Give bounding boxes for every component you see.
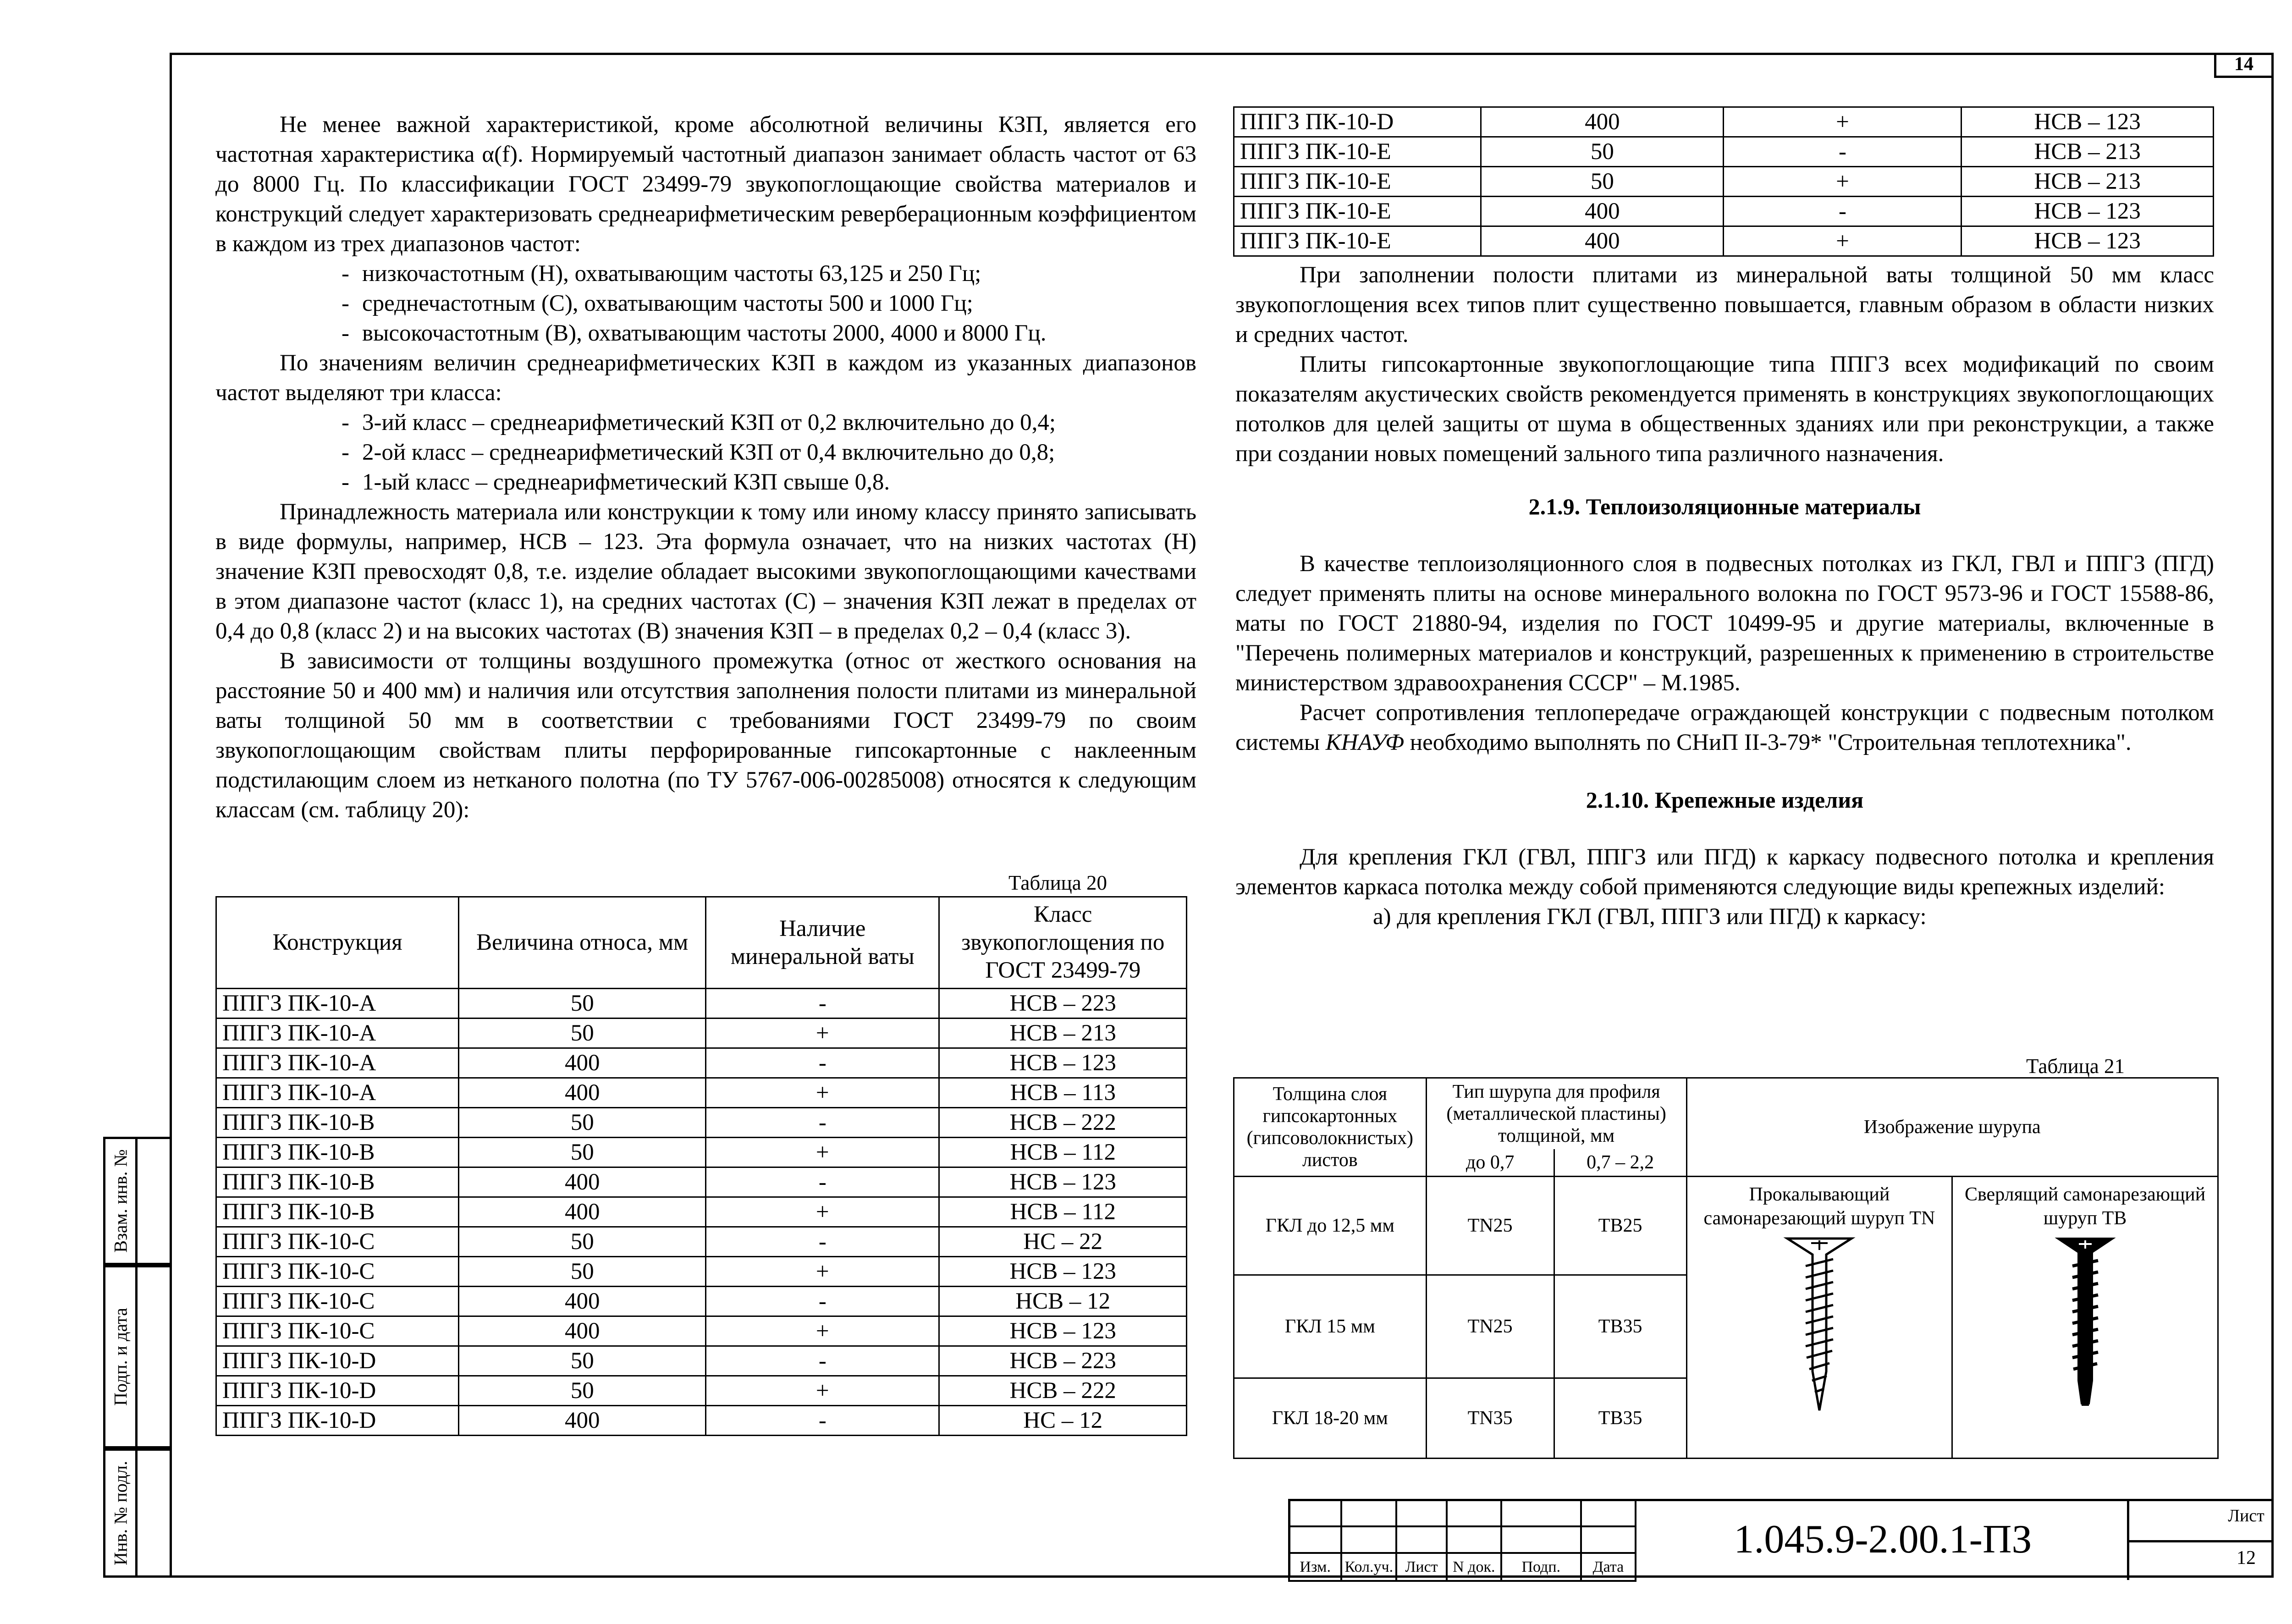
stamp-izm: Изм. <box>1289 1553 1341 1581</box>
table-cell: НСВ – 123 <box>1961 197 2214 226</box>
table21-cell: TB25 <box>1554 1177 1686 1275</box>
table-cell: НСВ – 113 <box>939 1078 1187 1108</box>
table-row <box>216 1346 1187 1376</box>
side-label-vzam: Взам. инв. № <box>110 1149 131 1253</box>
table-row <box>216 1287 1187 1316</box>
table-row <box>216 1108 1187 1138</box>
table-cell: ППГЗ ПК-10-D <box>216 1406 459 1436</box>
revision-stamp <box>1288 1499 1636 1582</box>
table-row <box>216 1078 1187 1108</box>
table-cell: 50 <box>459 1108 706 1138</box>
section-heading-2-1-10: 2.1.10. Крепежные изделия <box>1586 787 1864 813</box>
table-cell: - <box>706 989 939 1018</box>
table-cell: ППГЗ ПК-10-В <box>216 1197 459 1227</box>
sheet-number: 12 <box>2237 1547 2256 1569</box>
table-cell: ППГЗ ПК-10-А <box>216 1078 459 1108</box>
table-row <box>1234 197 2214 226</box>
table-cell: 50 <box>459 1018 706 1048</box>
sheet-label: Лист <box>2228 1506 2264 1525</box>
list-item: - 1-ый класс – среднеарифметический КЗП свыше 0,8. <box>215 468 1196 497</box>
right-paragraph-4 <box>1235 698 2214 758</box>
right-paragraph-1: При заполнении полости плитами из минеральной ваты толщиной 50 мм класс звукопоглощения всех типов плит существенно повышается, главным образом в области низких и средних частот. <box>1235 262 2214 347</box>
table-cell: НСВ – 213 <box>1961 137 2214 167</box>
table-cell: + <box>706 1197 939 1227</box>
table21-cell: TN25 <box>1426 1275 1554 1378</box>
table-cell: НСВ – 123 <box>939 1167 1187 1197</box>
table-cell: 50 <box>459 1376 706 1406</box>
table-cell: - <box>706 1406 939 1436</box>
table-row <box>216 1257 1187 1287</box>
table-cell: ППГЗ ПК-10-В <box>216 1138 459 1167</box>
screw-tb-cell <box>1952 1177 2218 1459</box>
table-cell: - <box>706 1108 939 1138</box>
table-cell: НСВ – 213 <box>1961 167 2214 197</box>
table21-cell: TB35 <box>1554 1275 1686 1378</box>
table-cell: НС – 12 <box>939 1406 1187 1436</box>
table-cell: 400 <box>459 1167 706 1197</box>
table-cell: - <box>706 1227 939 1257</box>
side-stamp-vzam <box>103 1137 170 1265</box>
stamp-list: Лист <box>1396 1553 1447 1581</box>
table-cell: + <box>706 1316 939 1346</box>
stamp-podp: Подп. <box>1501 1553 1581 1581</box>
screw-tn-cell <box>1686 1177 1952 1459</box>
class-list <box>215 408 1196 497</box>
table-cell: НСВ – 123 <box>939 1257 1187 1287</box>
screw-tn-label: Прокалывающий самонарезающий шуруп TN <box>1703 1184 1935 1229</box>
table21-header-image: Изображение шурупа <box>1686 1078 2218 1177</box>
table20-caption: Таблица 20 <box>1008 871 1107 894</box>
table20-body <box>216 989 1187 1436</box>
table-row <box>216 1227 1187 1257</box>
table-cell: ППГЗ ПК-10-D <box>1234 107 1481 137</box>
knauf-name: КНАУФ <box>1325 730 1405 755</box>
table-cell: ППГЗ ПК-10-D <box>216 1376 459 1406</box>
p4-part-a: Расчет сопротивления теплопередаче ограждающей конструкции с подвесным потолком системы <box>1235 700 2214 755</box>
table-cell: НСВ – 123 <box>939 1048 1187 1078</box>
list-item: - среднечастотным (С), охватывающим частоты 500 и 1000 Гц; <box>215 289 1196 319</box>
left-column <box>215 110 1196 825</box>
table-row <box>216 1197 1187 1227</box>
right-column <box>1235 260 2214 932</box>
table20-continued-body <box>1234 107 2214 256</box>
table-cell: + <box>706 1078 939 1108</box>
table21-sub-header: до 0,7 <box>1426 1149 1554 1177</box>
table-row <box>1234 107 2214 137</box>
right-paragraph-6: а) для крепления ГКЛ (ГВЛ, ППГЗ или ПГД) к каркасу: <box>1373 904 1927 930</box>
table-cell: ППГЗ ПК-10-С <box>216 1316 459 1346</box>
table-cell: НСВ – 12 <box>939 1287 1187 1316</box>
table-cell: ППГЗ ПК-10-А <box>216 989 459 1018</box>
table-cell: НСВ – 223 <box>939 989 1187 1018</box>
table-cell: 50 <box>1481 137 1724 167</box>
top-page-number: 14 <box>2214 53 2274 78</box>
table-cell: НСВ – 123 <box>1961 226 2214 256</box>
table-cell: - <box>706 1048 939 1078</box>
table-cell: + <box>1724 226 1961 256</box>
table-cell: 400 <box>459 1197 706 1227</box>
table-row <box>216 1316 1187 1346</box>
table-cell: ППГЗ ПК-10-А <box>216 1048 459 1078</box>
table-cell: + <box>706 1138 939 1167</box>
table-cell: - <box>706 1167 939 1197</box>
list-item: - низкочастотным (Н), охватывающим частоты 63,125 и 250 Гц; <box>215 259 1196 289</box>
table-cell: - <box>706 1287 939 1316</box>
table-cell: ППГЗ ПК-10-В <box>216 1167 459 1197</box>
table-row <box>1234 226 2214 256</box>
table-cell: ППГЗ ПК-10-С <box>216 1257 459 1287</box>
table21-caption: Таблица 21 <box>2026 1055 2125 1078</box>
table20 <box>215 896 1187 1436</box>
stamp-ndok: N док. <box>1447 1553 1501 1581</box>
left-paragraph-1: Не менее важной характеристикой, кроме абсолютной величины КЗП, является его частотная характеристика α(f). Нормируемый частотный диапазон занимает область частот от 63 до 8000 Гц. По классификации ГОСТ 23499-79 звукопоглощающие свойства материалов и конструкций следует характеризовать среднеарифметическим реверберационным коэффициентом в каждом из трех диапазонов частот: <box>215 112 1196 257</box>
table-cell: ППГЗ ПК-10-С <box>216 1287 459 1316</box>
section-heading-2-1-9: 2.1.9. Теплоизоляционные материалы <box>1528 494 1921 519</box>
table-cell: - <box>1724 137 1961 167</box>
table-cell: - <box>1724 197 1961 226</box>
table21 <box>1233 1077 2219 1459</box>
table-cell: НСВ – 222 <box>939 1108 1187 1138</box>
table-cell: 50 <box>459 1138 706 1167</box>
table20-header: Наличие минеральной ваты <box>706 897 939 989</box>
table-row <box>216 989 1187 1018</box>
table-cell: ППГЗ ПК-10-С <box>216 1227 459 1257</box>
table-row <box>1234 137 2214 167</box>
table21-cell: TN25 <box>1426 1177 1554 1275</box>
table-cell: + <box>1724 167 1961 197</box>
left-paragraph-4: В зависимости от толщины воздушного промежутка (относ от жесткого основания на расстояние 50 и 400 мм) и наличия или отсутствия заполнения полости плитами из минеральной ваты толщиной 50 мм в соответствии с требованиями ГОСТ 23499-79 по своим звукопоглощающим свойствам плиты перфорированные гипсокартонные с наклеенным подстилающим слоем из нетканого полотна (по ТУ 5767-006-00285008) относятся к следующим классам (см. таблицу 20): <box>215 648 1196 823</box>
table-cell: + <box>1724 107 1961 137</box>
table-row <box>216 1018 1187 1048</box>
table-cell: НСВ – 213 <box>939 1018 1187 1048</box>
table-cell: + <box>706 1376 939 1406</box>
table-cell: - <box>706 1346 939 1376</box>
document-code: 1.045.9-2.00.1-ПЗ <box>1734 1517 2032 1562</box>
table-cell: + <box>706 1257 939 1287</box>
table-row <box>216 1406 1187 1436</box>
right-paragraph-2: Плиты гипсокартонные звукопоглощающие типа ППГЗ всех модификаций по своим показателям акустических свойств рекомендуется применять в конструкциях звукопоглощающих потолков для целей защиты от шума в общественных зданиях или при реконструкции, а также при создании новых помещений зального типа различного назначения. <box>1235 352 2214 467</box>
table-cell: ППГЗ ПК-10-Е <box>1234 226 1481 256</box>
table-cell: 400 <box>459 1406 706 1436</box>
table-row <box>216 1048 1187 1078</box>
table-cell: НСВ – 112 <box>939 1138 1187 1167</box>
table-cell: + <box>706 1018 939 1048</box>
table21-sub-header: 0,7 – 2,2 <box>1554 1149 1686 1177</box>
frequency-range-list <box>215 259 1196 348</box>
table-cell: НС – 22 <box>939 1227 1187 1257</box>
table-cell: НСВ – 123 <box>939 1316 1187 1346</box>
screw-tn-icon <box>1783 1234 1856 1413</box>
list-item: - 3-ий класс – среднеарифметический КЗП от 0,2 включительно до 0,4; <box>215 408 1196 438</box>
table-cell: 50 <box>459 1346 706 1376</box>
table-cell: 400 <box>1481 197 1724 226</box>
table-cell: НСВ – 223 <box>939 1346 1187 1376</box>
table21-header-type: Тип шурупа для профиля (металлической пластины) толщиной, мм <box>1426 1078 1686 1149</box>
left-paragraph-2: По значениям величин среднеарифметических КЗП в каждом из указанных диапазонов частот выделяют три класса: <box>215 350 1196 406</box>
table21-cell: ГКЛ 18-20 мм <box>1234 1378 1427 1459</box>
table-cell: НСВ – 112 <box>939 1197 1187 1227</box>
right-paragraph-3: В качестве теплоизоляционного слоя в подвесных потолках из ГКЛ, ГВЛ и ППГЗ (ПГД) следует применять плиты на основе минерального волокна по ГОСТ 9573-96 и ГОСТ 15588-86, маты по ГОСТ 21880-94, изделия по ГОСТ 10499-95 и другие материалы, включенные в "Перечень полимерных материалов и конструкций, разрешенных к применению в строительстве министерством здравоохранения СССР" – М.1985. <box>1235 551 2214 696</box>
side-stamp-podp <box>103 1265 170 1448</box>
table-cell: ППГЗ ПК-10-D <box>216 1346 459 1376</box>
table-cell: 400 <box>459 1316 706 1346</box>
table-cell: НСВ – 222 <box>939 1376 1187 1406</box>
table-row <box>216 1376 1187 1406</box>
left-paragraph-3: Принадлежность материала или конструкции к тому или иному классу принято записывать в виде формулы, например, НСВ – 123. Эта формула означает, что на низких частотах (Н) значение КЗП превосходят 0,8, т.е. изделие обладает высокими звукопоглощающими качествами в этом диапазоне частот (класс 1), на средних частотах (С) – значения КЗП лежат в пределах от 0,4 до 0,8 (класс 2) и на высоких частотах (В) значения КЗП – в пределах 0,2 – 0,4 (класс 3). <box>215 499 1196 644</box>
screw-tb-label: Сверлящий самонарезающий шуруп TB <box>1964 1184 2206 1229</box>
table21-header-thickness: Толщина слоя гипсокартонных (гипсоволокнистых) листов <box>1234 1078 1427 1177</box>
table-row <box>216 1138 1187 1167</box>
table-cell: 400 <box>459 1048 706 1078</box>
screw-tb-icon <box>2049 1234 2122 1413</box>
table-cell: ППГЗ ПК-10-Е <box>1234 137 1481 167</box>
table-cell: ППГЗ ПК-10-Е <box>1234 197 1481 226</box>
stamp-kolvo: Кол.уч. <box>1341 1553 1396 1581</box>
table-cell: 400 <box>459 1078 706 1108</box>
table-cell: 50 <box>459 1227 706 1257</box>
table21-cell: ГКЛ до 12,5 мм <box>1234 1177 1427 1275</box>
table-cell: 50 <box>1481 167 1724 197</box>
table20-header: Класс звукопоглощения по ГОСТ 23499-79 <box>939 897 1187 989</box>
table-cell: 400 <box>459 1287 706 1316</box>
table-cell: 400 <box>1481 226 1724 256</box>
stamp-data: Дата <box>1581 1553 1636 1581</box>
side-stamp-inv <box>103 1448 170 1578</box>
table21-cell: TB35 <box>1554 1378 1686 1459</box>
table21-cell: TN35 <box>1426 1378 1554 1459</box>
side-label-podp: Подп. и дата <box>110 1308 131 1406</box>
table-cell: 50 <box>459 989 706 1018</box>
table20-continued <box>1233 106 2214 257</box>
side-label-inv: Инв. № подл. <box>110 1461 131 1565</box>
table-row <box>1234 167 2214 197</box>
right-paragraph-5: Для крепления ГКЛ (ГВЛ, ППГЗ или ПГД) к каркасу подвесного потолка и крепления элементов каркаса потолка между собой применяются следующие виды крепежных изделий: <box>1235 844 2214 900</box>
table-cell: ППГЗ ПК-10-В <box>216 1108 459 1138</box>
list-item: - 2-ой класс – среднеарифметический КЗП от 0,4 включительно до 0,8; <box>215 438 1196 468</box>
table-cell: НСВ – 123 <box>1961 107 2214 137</box>
table20-header: Величина относа, мм <box>459 897 706 989</box>
table-cell: ППГЗ ПК-10-А <box>216 1018 459 1048</box>
table21-cell: ГКЛ 15 мм <box>1234 1275 1427 1378</box>
title-block <box>1288 1499 2274 1578</box>
table-cell: ППГЗ ПК-10-Е <box>1234 167 1481 197</box>
list-item: - высокочастотным (В), охватывающим частоты 2000, 4000 и 8000 Гц. <box>215 319 1196 348</box>
table20-header: Конструкция <box>216 897 459 989</box>
p4-part-c: необходимо выполнять по СНиП II-3-79* "Строительная теплотехника". <box>1404 730 2132 755</box>
table-row <box>216 1167 1187 1197</box>
table-cell: 400 <box>1481 107 1724 137</box>
table-cell: 50 <box>459 1257 706 1287</box>
